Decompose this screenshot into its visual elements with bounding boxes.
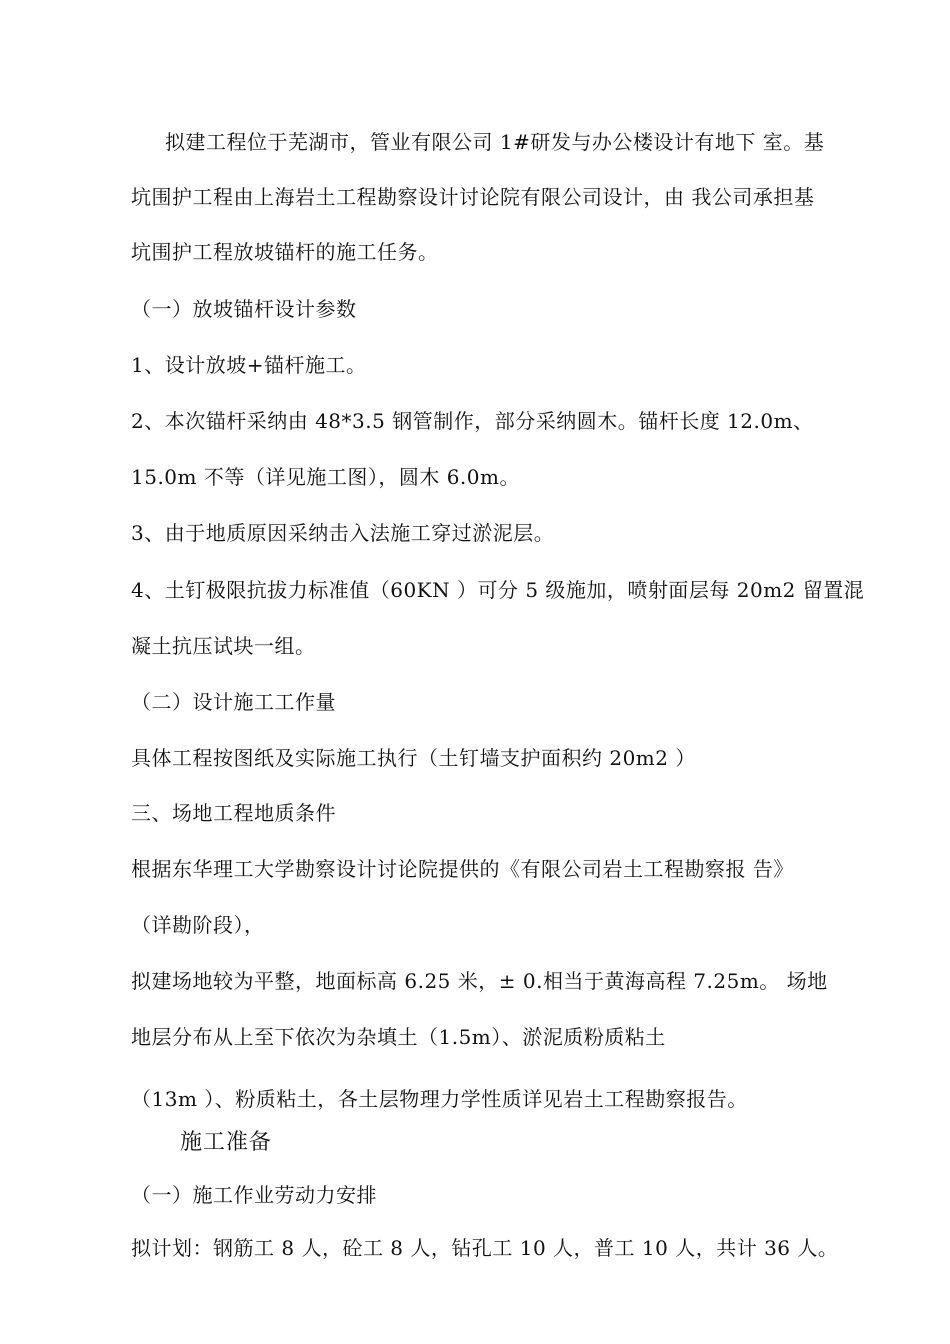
geology-text-5: （13m ）、粉质粘土，各土层物理力学性质详见岩土工程勘察报告。 (131, 1087, 748, 1111)
list-item-2: 2、本次锚杆采纳由 48*3.5 钢管制作，部分采纳圆木。锚杆长度 12.0m、 (131, 409, 814, 433)
geology-text-4: 地层分布从上至下依次为杂填土（1.5m）、淤泥质粉质粘土 (131, 1025, 666, 1049)
workload-text: 具体工程按图纸及实际施工执行（土钉墙支护面积约 20m2 ） (131, 746, 696, 770)
subsection-heading-labor: （一）施工作业劳动力安排 (131, 1183, 377, 1207)
section-heading-geology: 三、场地工程地质条件 (131, 801, 336, 825)
labor-plan-text: 拟计划：钢筋工 8 人，砼工 8 人，钻孔工 10 人，普工 10 人，共计 36 人。 (131, 1236, 839, 1260)
geology-text-3: 拟建场地较为平整，地面标高 6.25 米，± 0.相当于黄海高程 7.25m。 场地 (131, 969, 828, 993)
paragraph-line-1: 拟建工程位于芜湖市，管业有限公司 1#研发与办公楼设计有地下 室。基 (165, 130, 825, 154)
paragraph-line-2: 坑围护工程由上海岩土工程勘察设计讨论院有限公司设计，由 我公司承担基 (131, 185, 815, 209)
paragraph-line-3: 坑围护工程放坡锚杆的施工任务。 (131, 240, 439, 264)
geology-text-1: 根据东华理工大学勘察设计讨论院提供的《有限公司岩土工程勘察报 告》 (131, 857, 794, 881)
list-item-4: 4、土钉极限抗拔力标准值（60KN ）可分 5 级施加，喷射面层每 20m2 留置混 (131, 578, 865, 602)
list-item-3: 3、由于地质原因采纳击入法施工穿过淤泥层。 (131, 521, 555, 545)
list-item-1: 1、设计放坡+锚杆施工。 (131, 353, 367, 377)
section-heading-workload: （二）设计施工工作量 (131, 690, 336, 714)
geology-text-2: （详勘阶段）， (131, 913, 265, 937)
list-item-2-cont: 15.0m 不等（详见施工图），圆木 6.0m。 (131, 465, 520, 489)
list-item-4-cont: 凝土抗压试块一组。 (131, 634, 316, 658)
section-heading-preparation: 施工准备 (180, 1130, 273, 1155)
section-heading-design-params: （一）放坡锚杆设计参数 (131, 297, 357, 321)
